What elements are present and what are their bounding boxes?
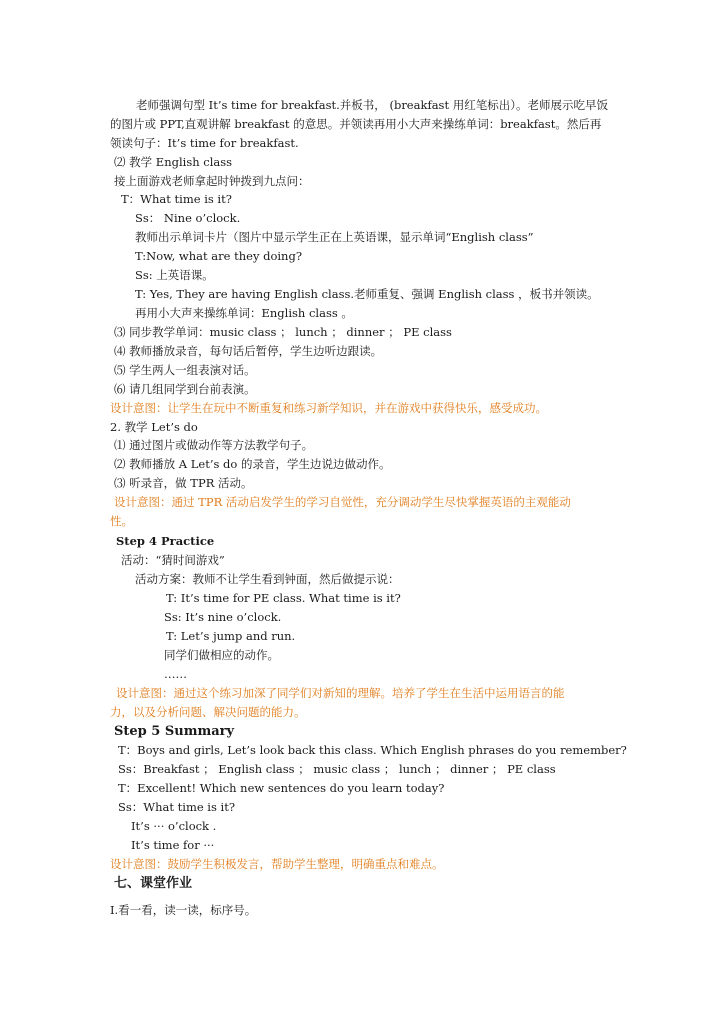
list-item: ⑷ 教师播放录音，每句话后暂停，学生边听边跟读。 [114, 344, 383, 358]
dialogue-line: T: It’s time for PE class. What time is it? [166, 591, 401, 605]
paragraph-line: 老师强调句型 It’s time for breakfast.并板书， (breakfast 用红笔标出）。老师展示吃早饭 [136, 98, 608, 112]
dialogue-line: Ss: 上英语课。 [135, 268, 214, 282]
list-item: ⑸ 学生两人一组表演对话。 [114, 363, 256, 377]
dialogue-line: T: Let’s jump and run. [166, 629, 296, 643]
dialogue-line: It’s ··· o’clock . [131, 819, 217, 833]
design-intent-note: 设计意图：通过 TPR 活动启发学生的学习自觉性，充分调动学生尽快掌握英语的主观能动 [114, 495, 571, 509]
list-item: ⑵ 教师播放 A Let’s do 的录音，学生边说边做动作。 [114, 457, 391, 471]
paragraph-line: 活动：“猜时间游戏” [121, 553, 225, 567]
design-intent-note: 设计意图：鼓励学生积极发言，帮助学生整理，明确重点和难点。 [110, 857, 444, 871]
paragraph-line: 的图片或 PPT,直观讲解 breakfast 的意思。并领读再用小大声来操练单词：breakfast。然后再 [110, 117, 602, 131]
ellipsis: …… [164, 667, 187, 681]
design-intent-note: 设计意图：让学生在玩中不断重复和练习新学知识，并在游戏中获得快乐，感受成功。 [110, 401, 547, 415]
paragraph-line: 活动方案：教师不让学生看到钟面，然后做提示说： [135, 572, 400, 586]
dialogue-line: Ss: It’s nine o’clock. [164, 610, 282, 624]
step-heading: Step 5 Summary [114, 724, 235, 739]
exercise-instruction: Ⅰ.看一看，读一读，标序号。 [110, 903, 257, 917]
section-heading: ⑵ 教学 English class [114, 155, 233, 169]
list-item: ⑹ 请几组同学到台前表演。 [114, 382, 256, 396]
list-item: ⑴ 通过图片或做动作等方法教学句子。 [114, 438, 314, 452]
dialogue-line: T：Boys and girls, Let’s look back this class. Which English phrases do you remember? [118, 743, 627, 757]
paragraph-line: 接上面游戏老师拿起时钟拨到九点问： [114, 174, 310, 188]
design-intent-note: 性。 [110, 514, 133, 528]
design-intent-note: 力，以及分析问题、解决问题的能力。 [110, 705, 306, 719]
dialogue-line: Ss：Breakfast ； English class ； music class ； lunch ； dinner ； PE class [118, 762, 556, 776]
step-heading: Step 4 Practice [116, 534, 215, 548]
dialogue-line: T: Yes, They are having English class.老师重复、强调 English class ，板书并领读。 [135, 287, 599, 301]
paragraph-line: 教师出示单词卡片（图片中显示学生正在上英语课，显示单词“English class” [135, 230, 534, 244]
design-intent-note: 设计意图：通过这个练习加深了同学们对新知的理解。培养了学生在生活中运用语言的能 [116, 686, 565, 700]
paragraph-line: 再用小大声来操练单词：English class 。 [135, 306, 353, 320]
paragraph-line: 同学们做相应的动作。 [164, 648, 279, 662]
dialogue-line: It’s time for ··· [131, 838, 215, 852]
dialogue-line: T：What time is it? [121, 192, 232, 206]
list-item: ⑶ 听录音，做 TPR 活动。 [114, 476, 253, 490]
paragraph-line: 领读句子：It’s time for breakfast. [110, 136, 299, 150]
section-heading: 2. 教学 Let’s do [110, 420, 198, 434]
dialogue-line: T:Now, what are they doing? [135, 249, 302, 263]
dialogue-line: Ss： Nine o’clock. [135, 211, 241, 225]
list-item: ⑶ 同步教学单词：music class ； lunch ； dinner ； PE class [114, 325, 452, 339]
section-heading: 七、课堂作业 [114, 876, 193, 891]
dialogue-line: Ss：What time is it? [118, 800, 236, 814]
dialogue-line: T：Excellent! Which new sentences do you learn today? [118, 781, 445, 795]
